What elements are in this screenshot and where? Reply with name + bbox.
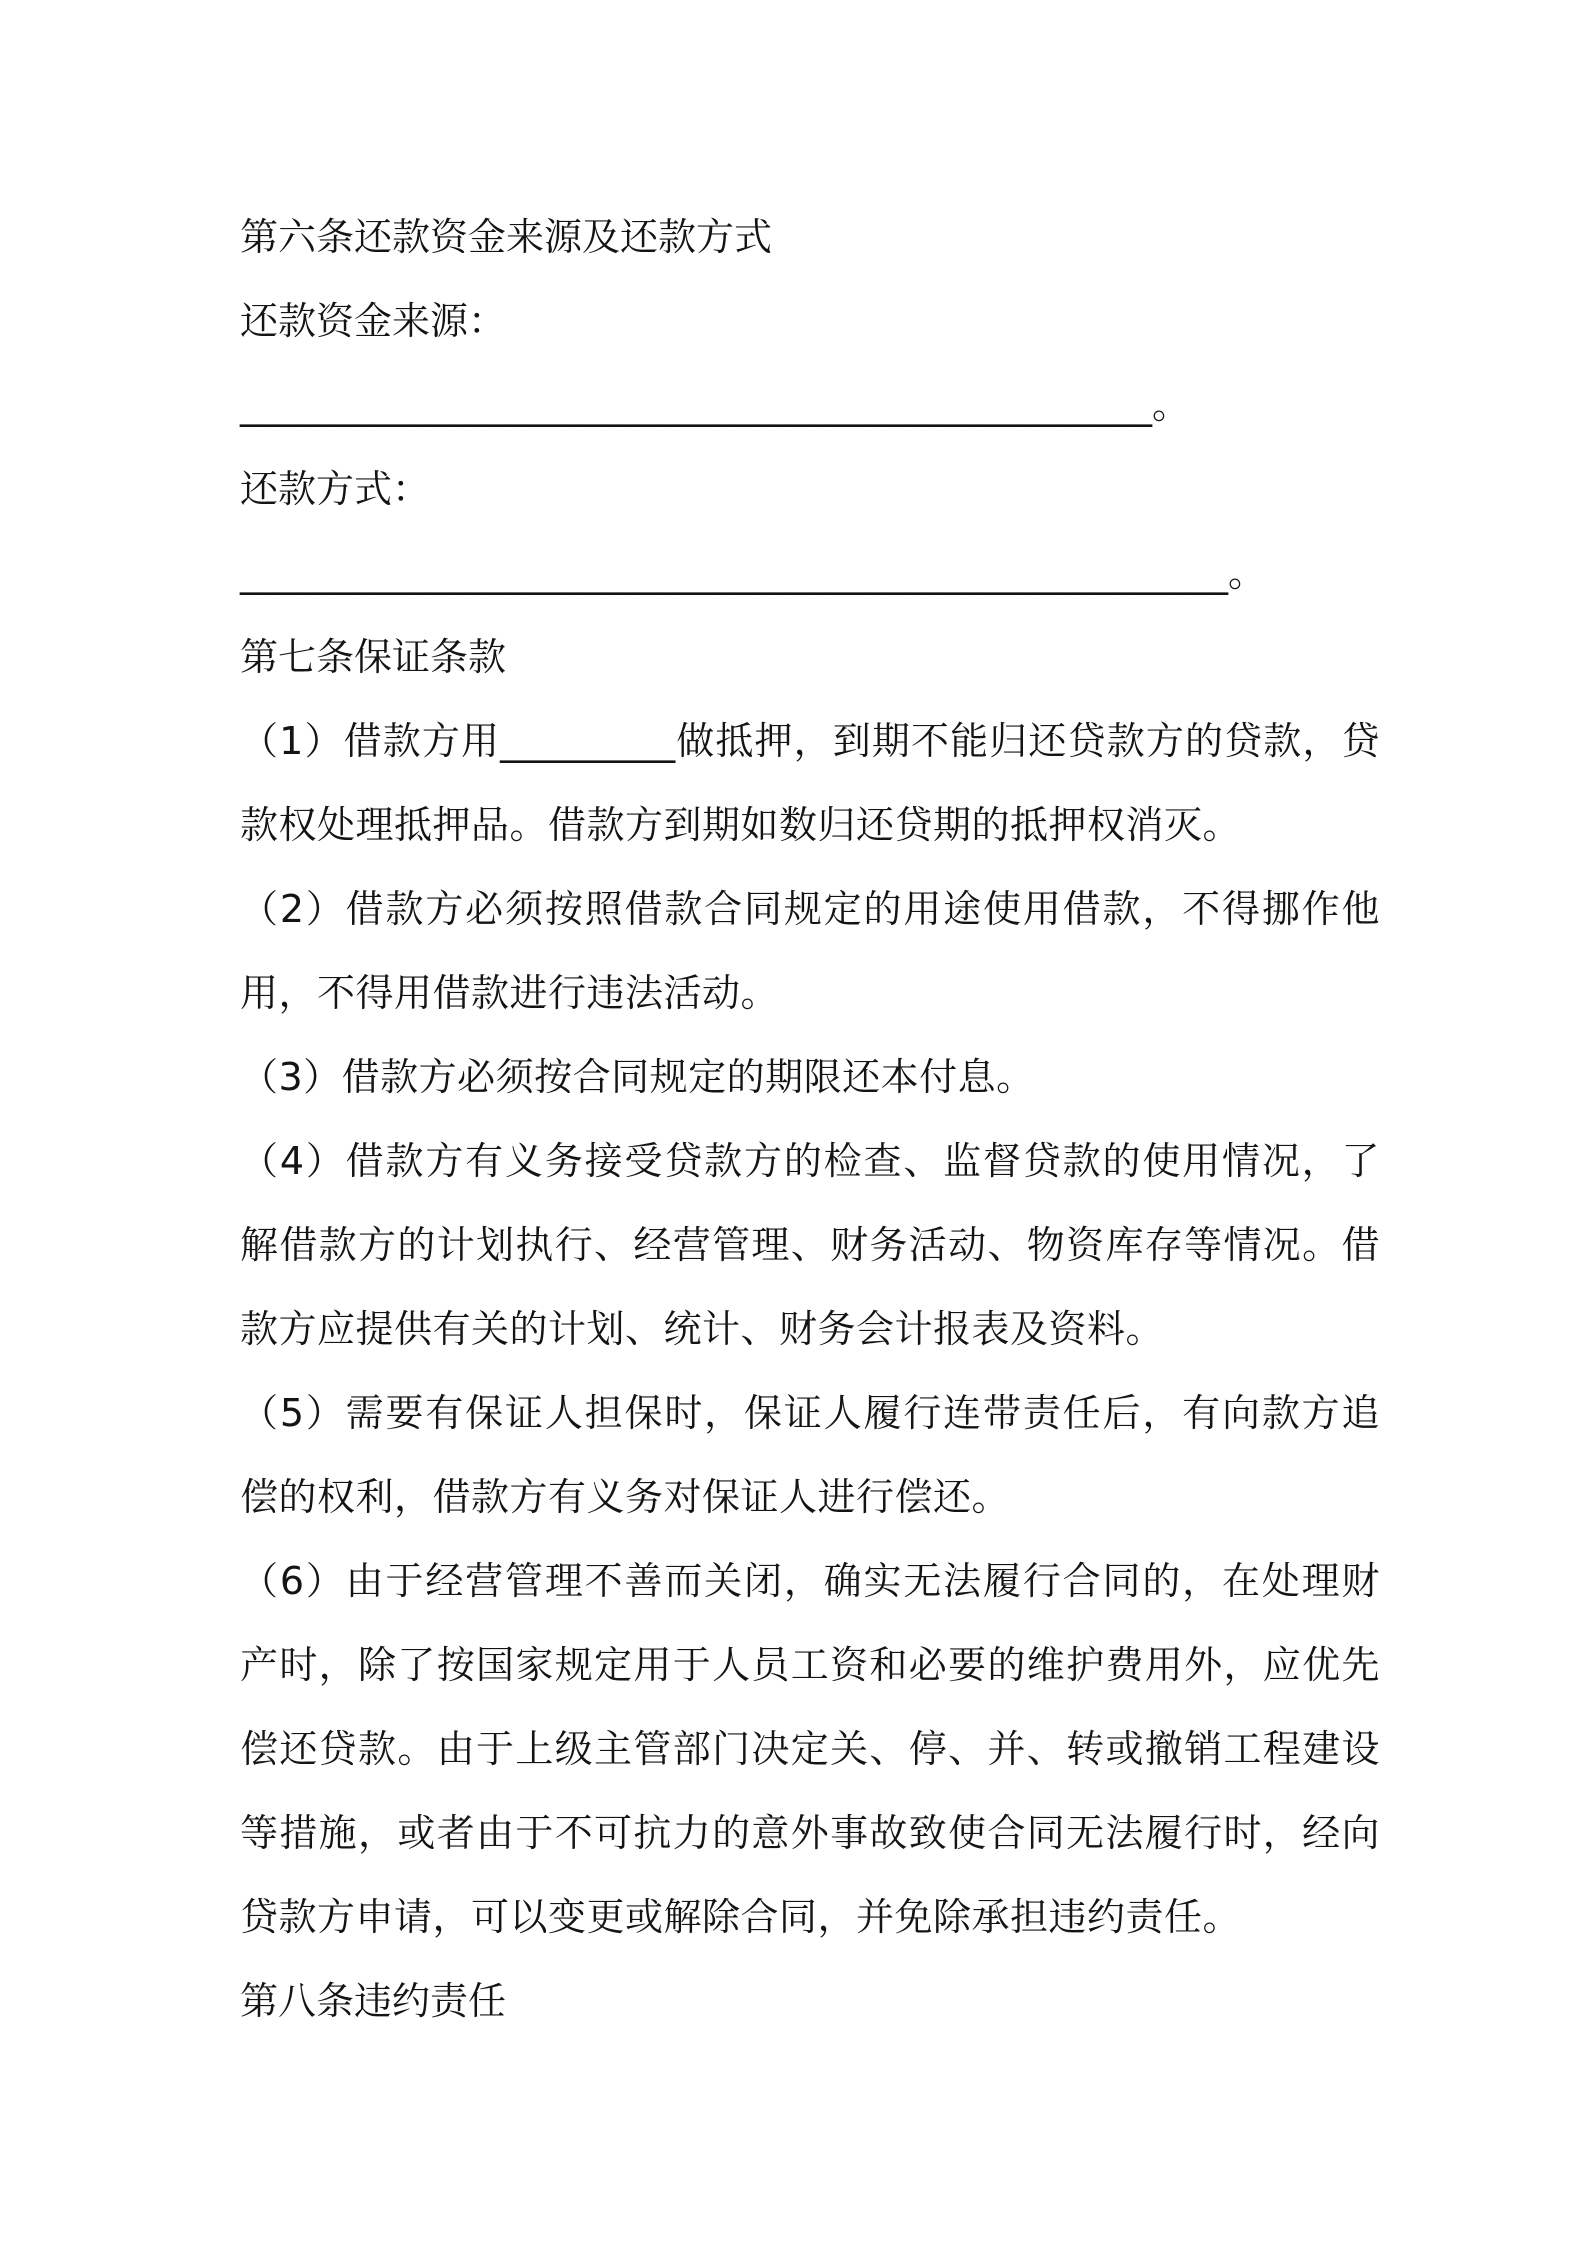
guarantee-clause-5: （5）需要有保证人担保时，保证人履行连带责任后，有向款方追偿的权利，借款方有义务对保证人进行偿还。 — [240, 1391, 1380, 1519]
guarantee-clause-4: （4）借款方有义务接受贷款方的检查、监督贷款的使用情况，了解借款方的计划执行、经营管理、财务活动、物资库存等情况。借款方应提供有关的计划、统计、财务会计报表及资料。 — [240, 1139, 1380, 1351]
repayment-source-blank: ________________________________________________。 — [240, 383, 1191, 427]
guarantee-clause-3: （3）借款方必须按合同规定的期限还本付息。 — [240, 1055, 1035, 1099]
guarantee-clause-2: （2）借款方必须按照借款合同规定的用途使用借款，不得挪作他用，不得用借款进行违法活动。 — [240, 887, 1380, 1015]
document-body — [240, 195, 1380, 2043]
article-8-title: 第八条违约责任 — [240, 1979, 507, 2023]
repayment-method-blank: ____________________________________________________。 — [240, 551, 1267, 595]
article-6-title: 第六条还款资金来源及还款方式 — [240, 215, 773, 259]
guarantee-clause-6: （6）由于经营管理不善而关闭，确实无法履行合同的，在处理财产时，除了按国家规定用于人员工资和必要的维护费用外，应优先偿还贷款。由于上级主管部门决定关、停、并、转或撤销工程建设等措施，或者由于不可抗力的意外事故致使合同无法履行时，经向贷款方申请，可以变更或解除合同，并免除承担违约责任。 — [240, 1559, 1380, 1939]
repayment-source-label: 还款资金来源： — [240, 299, 507, 343]
article-7-title: 第七条保证条款 — [240, 635, 507, 679]
repayment-method-label: 还款方式： — [240, 467, 431, 511]
guarantee-clause-1: （1）借款方用_________做抵押，到期不能归还贷款方的贷款，贷款权处理抵押品。借款方到期如数归还贷期的抵押权消灭。 — [240, 719, 1380, 847]
